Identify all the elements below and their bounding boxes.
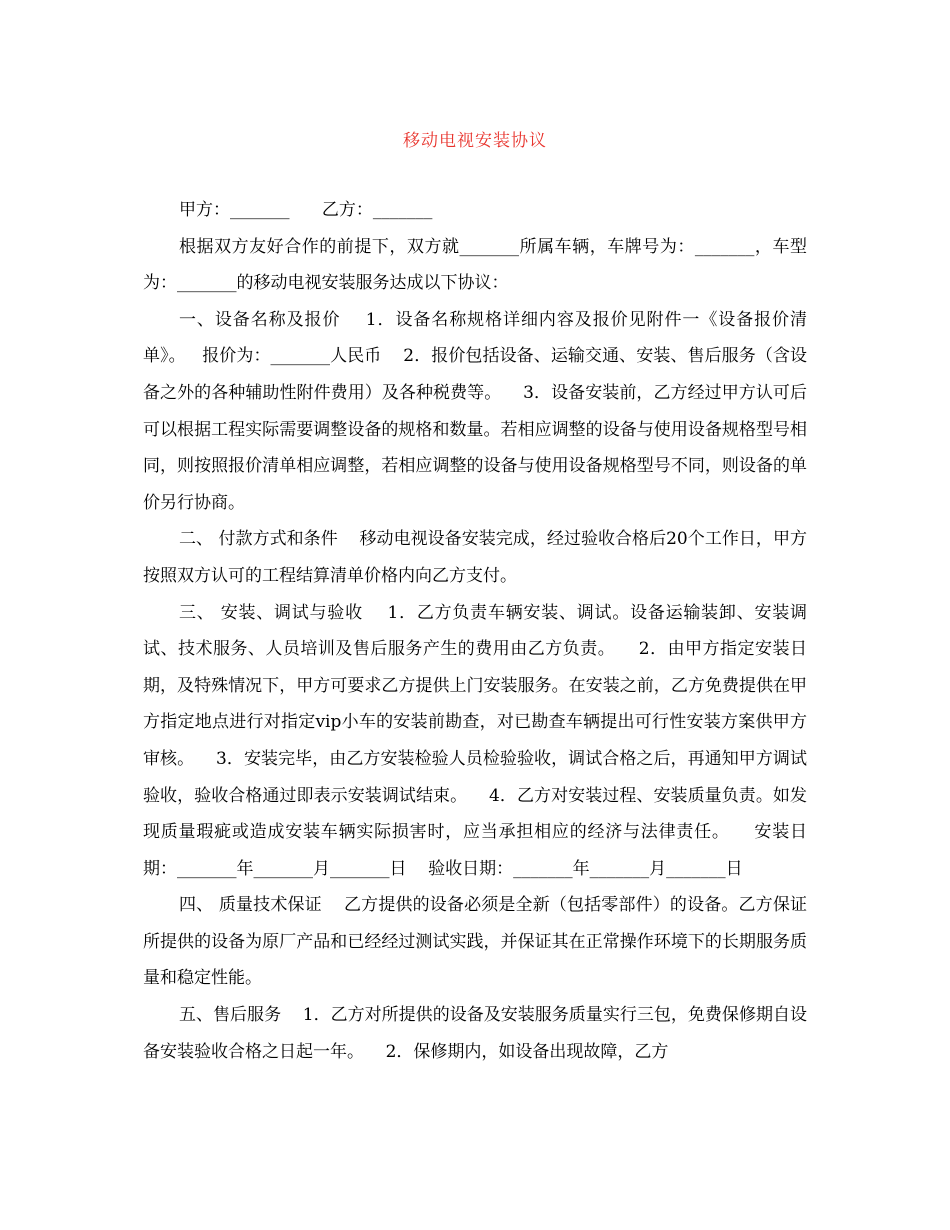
document-title: 移动电视安装协议 bbox=[403, 131, 547, 151]
document-body bbox=[143, 192, 807, 1070]
section-payment-terms: 二、 付款方式和条件 移动电视设备安装完成，经过验收合格后20个工作日，甲方按照双方认可的工程结算清单价格内向乙方支付。 bbox=[143, 529, 807, 586]
section-after-sales-service: 五、售后服务 1．乙方对所提供的设备及安装服务质量实行三包，免费保修期自设备安装验收合格之日起一年。 2．保修期内，如设备出现故障，乙方 bbox=[143, 1005, 807, 1062]
preamble-paragraph: 根据双方友好合作的前提下，双方就_______所属车辆，车牌号为：_______，车型为：_______的移动电视安装服务达成以下协议： bbox=[143, 236, 807, 294]
section-quality-guarantee: 四、 质量技术保证 乙方提供的设备必须是全新（包括零部件）的设备。乙方保证所提供的设备为原厂产品和已经经过测试实践，并保证其在正常操作环境下的长期服务质量和稳定性能。 bbox=[143, 895, 807, 989]
section-installation-acceptance: 三、 安装、调试与验收 1．乙方负责车辆安装、调试。设备运输装卸、安装调试、技术服务、人员培训及售后服务产生的费用由乙方负责。 2．由甲方指定安装日期，及特殊情况下，甲方可要求乙方提供上门安装服务。在安装之前，乙方免费提供在甲方指定地点进行对指定vip小车的安装前勘查，对已勘查车辆提出可行性安装方案供甲方审核。 3．安装完毕，由乙方安装检验人员检验验收，调试合格之后，再通知甲方调试验收，验收合格通过即表示安装调试结束。 4．乙方对安装过程、安装质量负责。如发现质量瑕疵或造成安装车辆实际损害时，应当承担相应的经济与法律责任。 安装日期：_______年_______月_______日 验收日期：_______年_______月_______日 bbox=[143, 602, 807, 879]
parties-line: 甲方：_______ 乙方：_______ bbox=[179, 200, 433, 220]
section-equipment-pricing: 一、设备名称及报价 1．设备名称规格详细内容及报价见附件一《设备报价清单》。 报价为：_______人民币 2．报价包括设备、运输交通、安装、售后服务（含设备之外的各种辅助性附件费用）及各种税费等。 3．设备安装前，乙方经过甲方认可后可以根据工程实际需要调整设备的规格和数量。若相应调整的设备与使用设备规格型号相同，则按照报价清单相应调整，若相应调整的设备与使用设备规格型号不同，则设备的单价另行协商。 bbox=[143, 309, 807, 513]
